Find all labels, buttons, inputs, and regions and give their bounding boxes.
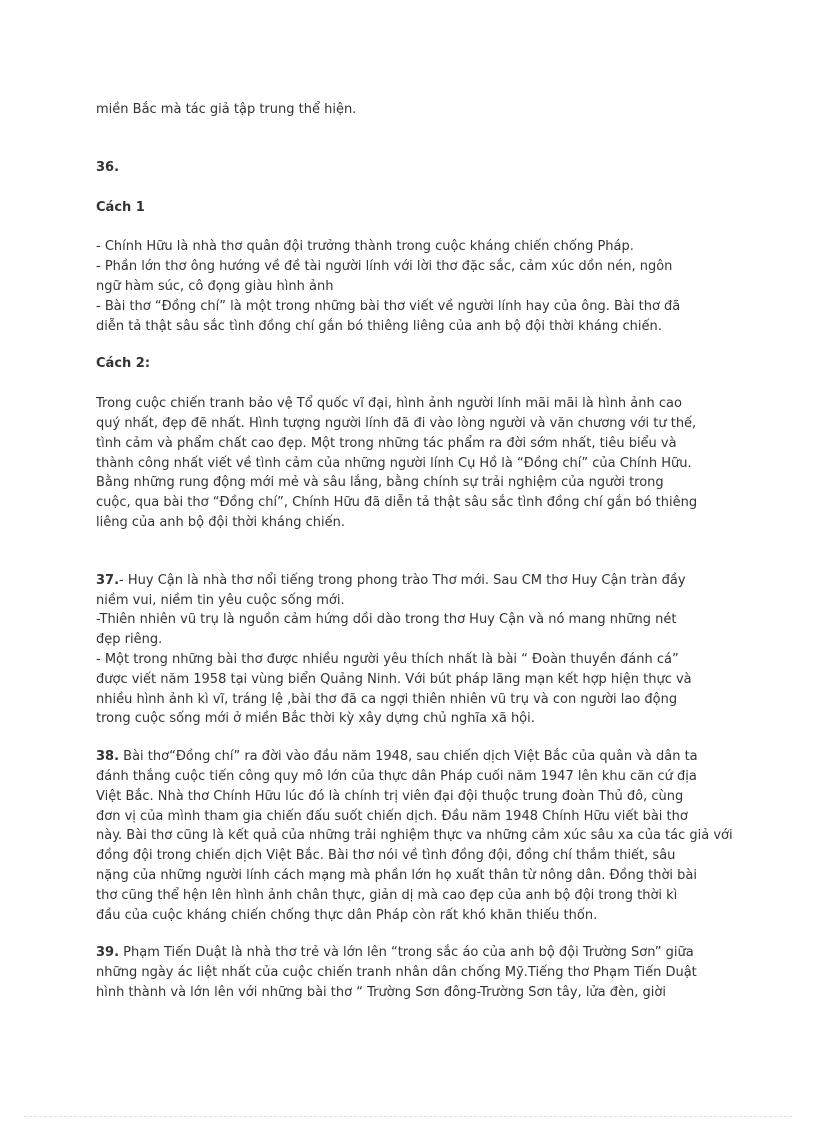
paragraph-line: hình thành và lớn lên với những bài thơ “ Trường Sơn đông-Trường Sơn tây, lửa đèn, giời — [96, 984, 666, 1000]
paragraph-line: -Thiên nhiên vũ trụ là nguồn cảm hứng dồi dào trong thơ Huy Cận và nó mang những nét — [96, 612, 677, 628]
paragraph-line: Bằng những rung động mới mẻ và sâu lắng, bằng chính sự trải nghiệm của người trong — [96, 475, 664, 491]
paragraph-line: ngữ hàm súc, cô đọng giàu hình ảnh — [96, 278, 334, 294]
paragraph-line: nhiều hình ảnh kì vĩ, tráng lệ ,bài thơ đã ca ngợi thiên nhiên vũ trụ và con người lao động — [96, 691, 678, 707]
paragraph-line: Trong cuộc chiến tranh bảo vệ Tổ quốc vĩ đại, hình ảnh người lính mãi mãi là hình ảnh cao — [96, 396, 682, 412]
cach-1-body — [96, 237, 726, 336]
section-36-number: 36. — [96, 159, 120, 175]
paragraph-line: được viết năm 1958 tại vùng biển Quảng Ninh. Với bút pháp lãng mạn kết hợp hiện thực và — [96, 671, 692, 687]
intro-line: miền Bắc mà tác giả tập trung thể hiện. — [96, 102, 357, 117]
section-38-number: 38. — [96, 749, 120, 765]
paragraph-line: đơn vị của mình tham gia chiến đấu suốt chiến dịch. Đầu năm 1948 Chính Hữu viết bài thơ — [96, 808, 688, 824]
paragraph-line: những ngày ác liệt nhất của cuộc chiến tranh nhân dân chống Mỹ.Tiếng thơ Phạm Tiến Duật — [96, 965, 697, 981]
paragraph-line: đánh thắng cuộc tiến công quy mô lớn của thực dân Pháp cuối năm 1947 lên khu căn cứ địa — [96, 768, 697, 784]
page-bottom-divider — [24, 1116, 792, 1117]
paragraph-line: thành công nhất viết về tình cảm của những người lính Cụ Hồ là “Đồng chí” của Chính Hữu. — [96, 455, 692, 471]
paragraph-line: liêng của anh bộ đội thời kháng chiến. — [96, 514, 345, 530]
section-38-first-line: Bài thơ“Đồng chí” ra đời vào đầu năm 1948, sau chiến dịch Việt Bắc của quân và dân ta — [119, 749, 698, 765]
paragraph-line: trong cuộc sống mới ở miền Bắc thời kỳ xây dựng chủ nghĩa xã hội. — [96, 711, 535, 727]
section-39-number: 39. — [96, 945, 120, 961]
section-37-number: 37. — [96, 572, 120, 588]
paragraph-line: này. Bài thơ cũng là kết quả của những trải nghiệm thực va những cảm xúc sâu xa của tác giả với — [96, 828, 733, 844]
paragraph-line: diễn tả thật sâu sắc tình đồng chí gắn bó thiêng liêng của anh bộ đội thời kháng chiến. — [96, 318, 662, 334]
paragraph-line — [96, 943, 726, 963]
section-39-first-line: Phạm Tiến Duật là nhà thơ trẻ và lớn lên “trong sắc áo của anh bộ đội Trường Sơn” giữa — [119, 945, 694, 961]
section-37-first-line: - Huy Cận là nhà thơ nổi tiếng trong phong trào Thơ mới. Sau CM thơ Huy Cận tràn đầy — [119, 572, 686, 588]
cach-1-heading: Cách 1 — [96, 199, 145, 215]
paragraph-line: tình cảm và phẩm chất cao đẹp. Một trong những tác phẩm ra đời sớm nhất, tiêu biểu và — [96, 435, 677, 451]
paragraph-line — [96, 571, 726, 591]
paragraph-line: đầu của cuộc kháng chiến chống thực dân Pháp còn rất khó khăn thiếu thốn. — [96, 907, 598, 923]
paragraph-line: đồng đội trong chiến dịch Việt Bắc. Bài thơ nói về tình đồng đội, đồng chí thắm thiết, sâu — [96, 848, 676, 864]
paragraph-line: Việt Bắc. Nhà thơ Chính Hữu lúc đó là chính trị viên đại đội thuộc trung đoàn Thủ đô, cùng — [96, 788, 684, 804]
paragraph-line — [96, 747, 726, 767]
cach-2-body — [96, 394, 726, 533]
paragraph-line: nặng của những người lính cách mạng mà phần lớn họ xuất thân từ nông dân. Đồng thời bài — [96, 867, 697, 883]
cach-2-heading: Cách 2: — [96, 356, 151, 372]
paragraph-line: thơ cũng thể hện lên hình ảnh chân thực, giản dị mà cao đẹp của anh bộ đội trong thời kì — [96, 887, 678, 903]
paragraph-line: - Bài thơ “Đồng chí” là một trong những bài thơ viết về người lính hay của ông. Bài thơ đã — [96, 298, 681, 314]
section-37 — [96, 571, 726, 729]
paragraph-line: - Chính Hữu là nhà thơ quân đội trưởng thành trong cuộc kháng chiến chống Pháp. — [96, 239, 634, 255]
paragraph-line: quý nhất, đẹp đẽ nhất. Hình tượng người lính đã đi vào lòng người và văn chương với tư thế, — [96, 415, 697, 431]
paragraph-line: - Phần lớn thơ ông hướng về đề tài người lính với lời thơ đặc sắc, cảm xúc dồn nén, ngôn — [96, 259, 673, 275]
paragraph-line: - Một trong những bài thơ được nhiều người yêu thích nhất là bài “ Đoàn thuyền đánh cá” — [96, 651, 679, 667]
paragraph-line: đẹp riêng. — [96, 632, 163, 648]
document-page — [96, 100, 733, 1003]
section-39 — [96, 943, 726, 1002]
paragraph-line: cuộc, qua bài thơ “Đồng chí”, Chính Hữu đã diễn tả thật sâu sắc tình đồng chí gắn bó thiêng — [96, 495, 698, 511]
section-38 — [96, 747, 733, 925]
paragraph-line: niềm vui, niềm tin yêu cuộc sống mới. — [96, 592, 345, 608]
